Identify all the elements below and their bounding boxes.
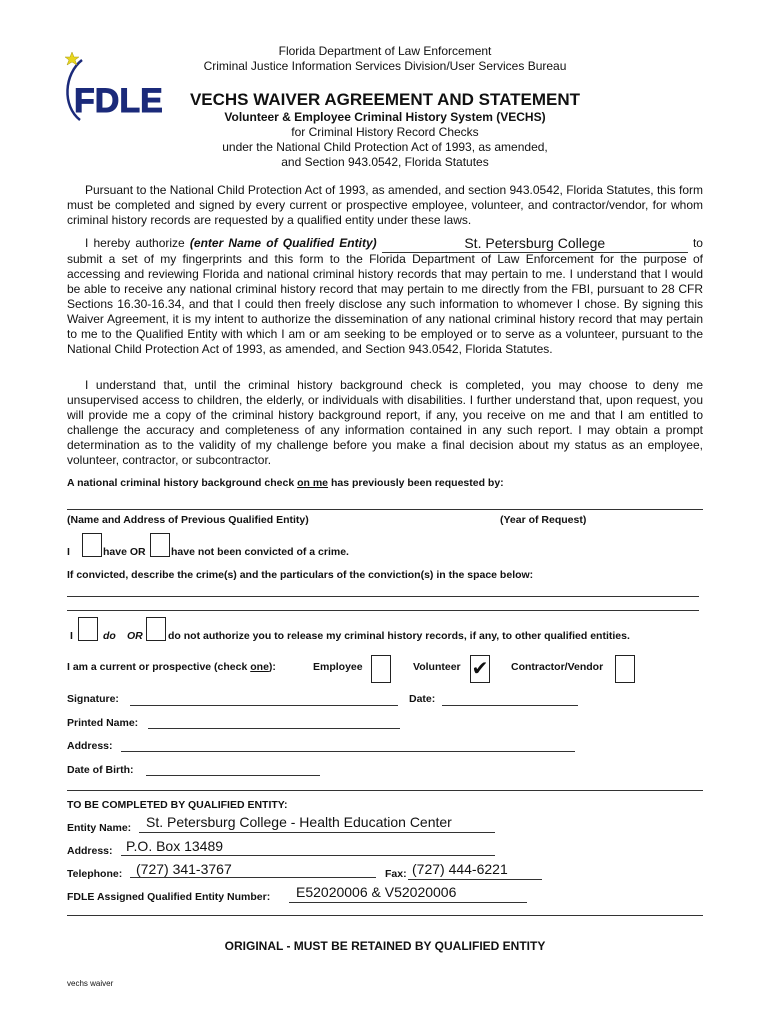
division-name: Criminal Justice Information Services Division/User Services Bureau xyxy=(203,59,567,73)
address-field[interactable] xyxy=(121,751,575,752)
conviction-description-line-2[interactable] xyxy=(67,610,699,611)
do-authorize-checkbox[interactable] xyxy=(78,617,98,641)
fax-value[interactable]: (727) 444-6221 xyxy=(412,861,508,877)
form-title: VECHS WAIVER AGREEMENT AND STATEMENT xyxy=(189,90,581,109)
understanding-paragraph: I understand that, until the criminal history background check is completed, you may choose to deny me unsupervised access to children, the elderly, or individuals with disabilities. I further understand that, upon request, you will provide me a copy of the criminal history background report, if any, you receive on me and that I am entitled to challenge the accuracy and completeness of any information contained in any such report. I may obtain a prompt determination as to the validity of my challenge before you make a final decision about my status as an employee, volunteer, contractor, or subcontractor. xyxy=(67,378,703,467)
volunteer-checkbox[interactable] xyxy=(470,655,490,683)
entity-number-value[interactable]: E52020006 & V52020006 xyxy=(296,884,457,900)
signature-field[interactable] xyxy=(130,705,398,706)
signature-label: Signature: xyxy=(67,693,119,705)
dob-field[interactable] xyxy=(146,775,320,776)
dob-label: Date of Birth: xyxy=(67,764,134,776)
fdle-logo xyxy=(60,46,164,126)
form-id: vechs waiver xyxy=(67,979,114,988)
subtitle-line1: Volunteer & Employee Criminal History System (VECHS) xyxy=(224,110,546,124)
entity-name-label: Entity Name: xyxy=(67,822,132,834)
telephone-field[interactable] xyxy=(130,877,376,878)
bottom-divider xyxy=(67,915,703,916)
entity-address-field[interactable] xyxy=(121,855,495,856)
printed-name-field[interactable] xyxy=(148,728,400,729)
prior-entity-label: (Name and Address of Previous Qualified Entity) xyxy=(67,514,309,526)
svg-text:FDLE: FDLE xyxy=(74,82,163,120)
have-not-convicted-checkbox[interactable] xyxy=(150,533,170,557)
do-not-authorize-checkbox[interactable] xyxy=(146,617,166,641)
fax-label: Fax: xyxy=(385,868,407,880)
volunteer-label: Volunteer xyxy=(413,661,461,673)
entity-address-value[interactable]: P.O. Box 13489 xyxy=(126,838,224,854)
authorize-i: I xyxy=(70,630,73,642)
entity-number-field[interactable] xyxy=(289,902,527,903)
conviction-describe-label: If convicted, describe the crime(s) and the particulars of the conviction(s) in the space below: xyxy=(67,569,534,581)
prior-check-statement: A national criminal history background check on me has previously been requested by: xyxy=(67,477,504,489)
entity-number-label: FDLE Assigned Qualified Entity Number: xyxy=(67,891,271,903)
qualified-entity-field[interactable]: St. Petersburg College xyxy=(382,236,688,253)
subtitle-line2: for Criminal History Record Checks xyxy=(291,125,479,139)
employee-checkbox[interactable] xyxy=(371,655,391,683)
authorization-paragraph: I hereby authorize (enter Name of Qualified Entity) St. Petersburg College to submit a set of my fingerprints and this form to the Florida Department of Law Enforcement for the purpose of accessing and reviewing Florida and national criminal history records that may pertain to me. I understand that I would be able to receive any national criminal history record that may pertain to me directly from the FBI, pursuant to 28 CFR Sections 16.30-16.34, and that I could then freely disclose any such information to whomever I chose. By signing this Waiver Agreement, it is my intent to authorize the dissemination of any national criminal history record that may pertain to me to the Qualified Entity with which I am or am seeking to be employed or to serve as a volunteer, pursuant to the National Child Protection Act of 1993, as amended, and Section 943.0542, Florida Statutes. xyxy=(67,235,703,356)
date-field[interactable] xyxy=(442,705,578,706)
subtitle-line4: and Section 943.0542, Florida Statutes xyxy=(281,155,489,169)
intro-paragraph: Pursuant to the National Child Protection Act of 1993, as amended, and section 943.0542, Florida Statutes, this form must be completed and signed by every current or prospective employee, volunteer, and contractor/vendor, for whom criminal history records are requested by a qualified entity under these laws. xyxy=(67,183,703,227)
have-or-label: have OR xyxy=(103,546,146,558)
contractor-checkbox[interactable] xyxy=(615,655,635,683)
fax-field[interactable] xyxy=(408,879,542,880)
conviction-description-line-1[interactable] xyxy=(67,596,699,597)
conviction-i: I xyxy=(67,546,70,558)
agency-name: Florida Department of Law Enforcement xyxy=(278,44,492,58)
year-of-request-label: (Year of Request) xyxy=(500,514,587,526)
telephone-label: Telephone: xyxy=(67,868,123,880)
subtitle-line3: under the National Child Protection Act of 1993, as amended, xyxy=(222,140,548,154)
have-not-label: have not been convicted of a crime. xyxy=(171,546,349,558)
entity-name-field[interactable] xyxy=(139,832,495,833)
have-convicted-checkbox[interactable] xyxy=(82,533,102,557)
qualified-entity-label: (enter Name of Qualified Entity) xyxy=(189,236,377,250)
section-divider xyxy=(67,790,703,791)
address-label: Address: xyxy=(67,740,113,752)
prior-entity-field[interactable] xyxy=(67,509,703,510)
employee-label: Employee xyxy=(313,661,363,673)
or-label: OR xyxy=(127,630,143,642)
do-not-authorize-label: do not authorize you to release my criminal history records, if any, to other qualified entities. xyxy=(168,630,630,642)
role-label: I am a current or prospective (check one): xyxy=(67,661,276,673)
date-label: Date: xyxy=(409,693,436,705)
printed-name-label: Printed Name: xyxy=(67,717,139,729)
retain-notice: ORIGINAL - MUST BE RETAINED BY QUALIFIED ENTITY xyxy=(224,939,546,953)
entity-heading: TO BE COMPLETED BY QUALIFIED ENTITY: xyxy=(67,799,288,811)
checkmark-icon: ✔ xyxy=(471,658,489,680)
telephone-value[interactable]: (727) 341-3767 xyxy=(136,861,232,877)
do-label: do xyxy=(103,630,116,642)
entity-address-label: Address: xyxy=(67,845,113,857)
fdle-logo-graphic xyxy=(60,46,164,126)
contractor-label: Contractor/Vendor xyxy=(511,661,604,673)
entity-name-value[interactable]: St. Petersburg College - Health Education Center xyxy=(146,814,452,830)
